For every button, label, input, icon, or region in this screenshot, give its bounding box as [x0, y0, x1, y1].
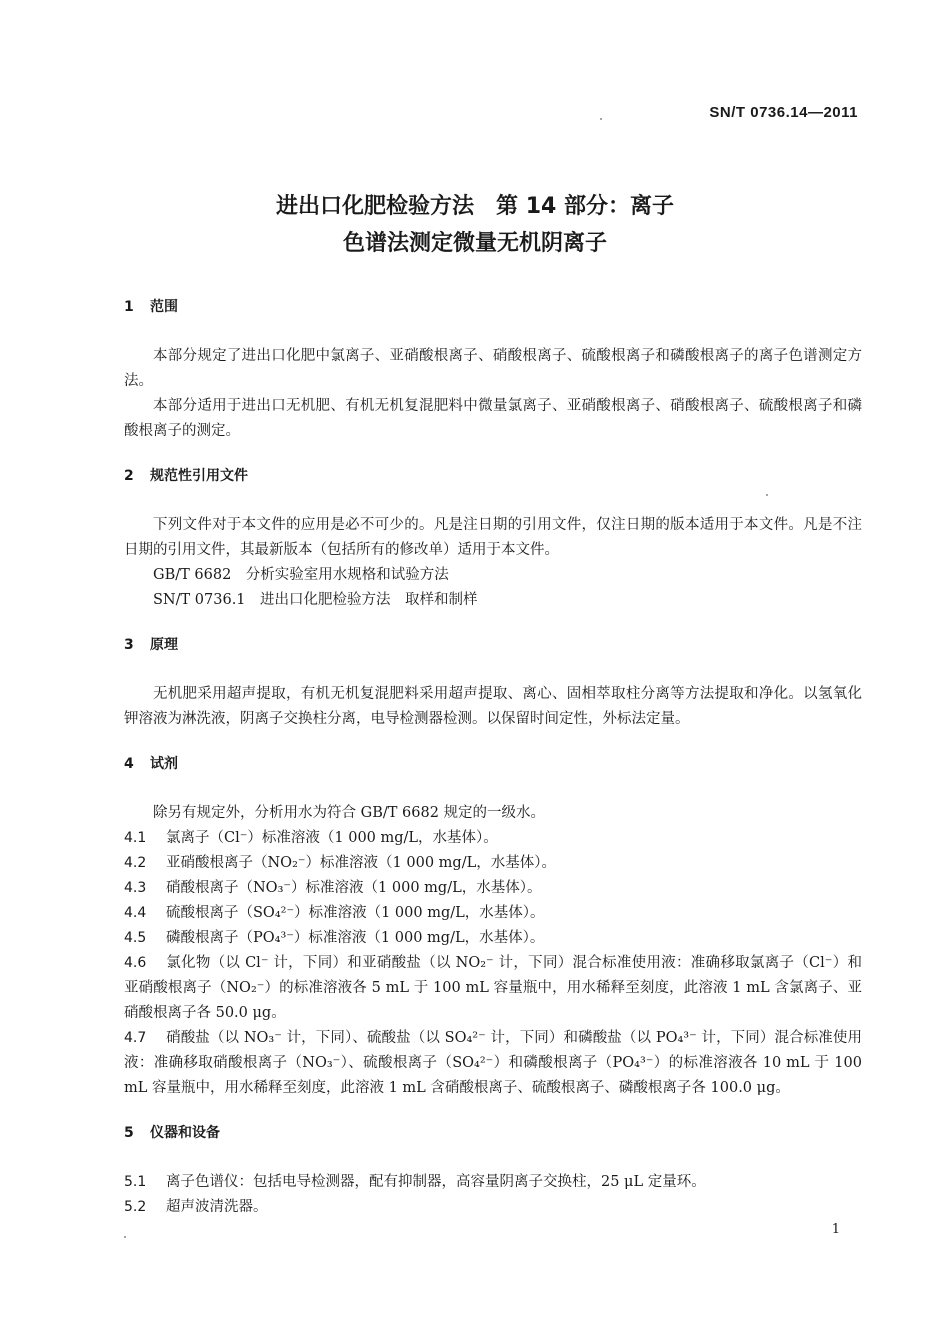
section-title: 试剂	[150, 756, 178, 772]
paragraph: 下列文件对于本文件的应用是必不可少的。凡是注日期的引用文件，仅注日期的版本适用于本文件。凡是不注日期的引用文件，其最新版本（包括所有的修改单）适用于本文件。	[124, 517, 862, 558]
reagent-item	[124, 951, 862, 1026]
section-number: 5	[124, 1125, 134, 1141]
section-title: 仪器和设备	[150, 1125, 220, 1141]
reagent-item	[124, 926, 862, 951]
scan-speck	[600, 118, 602, 120]
section-number: 2	[124, 468, 134, 484]
item-number: 4.6	[124, 955, 147, 971]
section-1-heading	[124, 295, 862, 320]
section-2-heading	[124, 464, 862, 489]
item-number: 4.5	[124, 930, 147, 946]
section-5-heading	[124, 1121, 862, 1146]
item-text: 硝酸盐（以 NO₃⁻ 计，下同）、硫酸盐（以 SO₄²⁻ 计，下同）和磷酸盐（以 PO₄³⁻ 计，下同）混合标准使用液：准确移取硝酸根离子（NO₃⁻）、硫酸根离子（SO₄²⁻）和磷酸根离子（PO₄³⁻）的标准溶液各 10 mL 于 100 mL 容量瓶中，用水稀释至刻度，此溶液 1 mL 含硝酸根离子、硫酸根离子、磷酸根离子各 100.0 μg。	[124, 1030, 862, 1096]
reagent-item	[124, 1026, 862, 1101]
normative-reference: SN/T 0736.1 进出口化肥检验方法 取样和制样	[153, 592, 478, 608]
title-line-1: 进出口化肥检验方法 第 14 部分：离子	[276, 194, 674, 219]
item-text: 超声波清洗器。	[166, 1199, 268, 1215]
paragraph: 本部分适用于进出口无机肥、有机无机复混肥料中微量氯离子、亚硝酸根离子、硝酸根离子、硫酸根离子和磷酸根离子的测定。	[124, 398, 862, 439]
item-number: 4.4	[124, 905, 147, 921]
section-number: 3	[124, 637, 134, 653]
section-title: 规范性引用文件	[150, 468, 248, 484]
page-number: 1	[831, 1222, 840, 1237]
item-number: 4.1	[124, 830, 147, 846]
scan-speck	[766, 494, 768, 496]
item-text: 磷酸根离子（PO₄³⁻）标准溶液（1 000 mg/L，水基体）。	[166, 930, 545, 946]
scan-speck	[124, 1236, 126, 1238]
section-4-heading	[124, 752, 862, 777]
section-title: 范围	[150, 299, 178, 315]
item-text: 亚硝酸根离子（NO₂⁻）标准溶液（1 000 mg/L，水基体）。	[166, 855, 556, 871]
reagent-item	[124, 901, 862, 926]
paragraph: 无机肥采用超声提取，有机无机复混肥料采用超声提取、离心、固相萃取柱分离等方法提取和净化。以氢氧化钾溶液为淋洗液，阴离子交换柱分离，电导检测器检测。以保留时间定性，外标法定量。	[124, 686, 862, 727]
item-text: 硫酸根离子（SO₄²⁻）标准溶液（1 000 mg/L，水基体）。	[166, 905, 545, 921]
reagent-item	[124, 876, 862, 901]
document-body	[124, 295, 862, 1220]
item-number: 4.2	[124, 855, 147, 871]
reagent-item	[124, 851, 862, 876]
equipment-item	[124, 1170, 862, 1195]
section-title: 原理	[150, 637, 178, 653]
reagent-item	[124, 826, 862, 851]
item-number: 5.1	[124, 1174, 147, 1190]
section-3-heading	[124, 633, 862, 658]
document-code: SN/T 0736.14—2011	[709, 104, 858, 121]
equipment-item	[124, 1195, 862, 1220]
section-number: 4	[124, 756, 134, 772]
item-number: 4.7	[124, 1030, 147, 1046]
item-text: 氯化物（以 Cl⁻ 计，下同）和亚硝酸盐（以 NO₂⁻ 计，下同）混合标准使用液：准确移取氯离子（Cl⁻）和亚硝酸根离子（NO₂⁻）的标准溶液各 5 mL 于 100 mL 容量瓶中，用水稀释至刻度，此溶液 1 mL 含氯离子、亚硝酸根离子各 50.0 μg。	[124, 955, 862, 1021]
paragraph: 本部分规定了进出口化肥中氯离子、亚硝酸根离子、硝酸根离子、硫酸根离子和磷酸根离子的离子色谱测定方法。	[124, 348, 862, 389]
item-number: 5.2	[124, 1199, 147, 1215]
item-text: 离子色谱仪：包括电导检测器，配有抑制器，高容量阴离子交换柱，25 μL 定量环。	[166, 1174, 706, 1190]
paragraph: 除另有规定外，分析用水为符合 GB/T 6682 规定的一级水。	[153, 805, 546, 821]
title-line-2: 色谱法测定微量无机阴离子	[342, 231, 607, 256]
item-number: 4.3	[124, 880, 147, 896]
section-number: 1	[124, 299, 134, 315]
document-title	[0, 188, 950, 262]
normative-reference: GB/T 6682 分析实验室用水规格和试验方法	[153, 567, 449, 583]
item-text: 硝酸根离子（NO₃⁻）标准溶液（1 000 mg/L，水基体）。	[166, 880, 542, 896]
item-text: 氯离子（Cl⁻）标准溶液（1 000 mg/L，水基体）。	[166, 830, 498, 846]
